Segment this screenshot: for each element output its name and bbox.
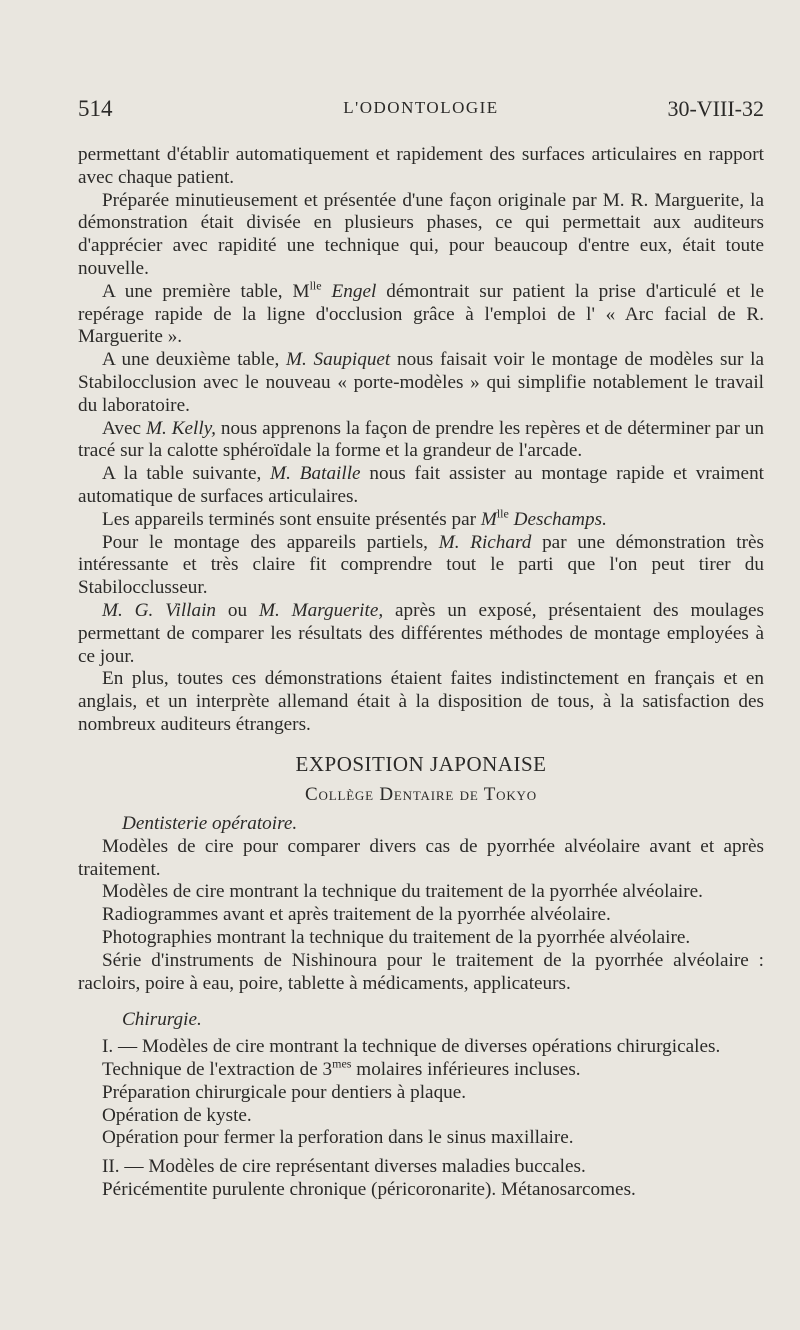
- list-item: Technique de l'extraction de $3^{mes}$ molaires inférieures incluses.: [102, 1056, 581, 1081]
- list-item: II. — Modèles de cire représentant diverses maladies buccales.: [102, 1156, 586, 1178]
- paragraph: En plus, toutes ces démonstrations étaient faites indistinctement en français et en anglais, et un interprète allemand était à la disposition de tous, à la satisfaction des nombreux auditeurs étrangers.: [78, 668, 764, 735]
- section-subtitle: Collège Dentaire de Tokyo: [305, 783, 537, 805]
- list-item: Péricémentite purulente chronique (péricoronarite). Métanosarcomes.: [102, 1179, 636, 1201]
- paragraph: Les appareils terminés sont ensuite présentés par $M^{lle}$ Deschamps.: [102, 506, 607, 530]
- list-item: Modèles de cire pour comparer divers cas de pyorrhée alvéolaire avant et après traitement.: [78, 835, 764, 880]
- list-item: Radiogrammes avant et après traitement de la pyorrhée alvéolaire.: [102, 904, 611, 926]
- paragraph: Pour le montage des appareils partiels, M. Richard par une démonstration très intéressante et très claire fit comprendre tout le parti que l'on peut tirer du Stabilocclusseur.: [78, 531, 764, 599]
- paragraph: Avec M. Kelly, nous apprenons la façon de prendre les repères et de déterminer par un tracé sur la calotte sphéroïdale la forme et la grandeur de l'arcade.: [78, 417, 765, 462]
- list-item: Série d'instruments de Nishinoura pour le traitement de la pyorrhée alvéolaire : racloirs, poire à eau, poire, tablette à médicaments, applicateurs.: [78, 949, 764, 994]
- paragraph: A une deuxième table, M. Saupiquet nous faisait voir le montage de modèles sur la Stabilocclusion avec le nouveau « porte-modèles » qui simplifie notablement le travail du laboratoire.: [78, 349, 764, 416]
- paragraph: A une première table, $M^{lle}$ Engel démontrait sur patient la prise d'articulé et le repérage rapide de la ligne d'occlusion grâce à l'emploi de l' « Arc facial de R. Marguerite ».: [78, 278, 765, 348]
- subsection-heading-chirurgie: Chirurgie.: [122, 1009, 202, 1031]
- list-item: Modèles de cire montrant la technique du traitement de la pyorrhée alvéolaire.: [102, 881, 703, 903]
- page-number: 514: [78, 96, 113, 121]
- journal-title: L'ODONTOLOGIE: [343, 98, 499, 117]
- list-item: Opération pour fermer la perforation dans le sinus maxillaire.: [102, 1127, 574, 1149]
- subsection-heading-dentisterie: Dentisterie opératoire.: [122, 812, 298, 834]
- section-title: EXPOSITION JAPONAISE: [295, 751, 547, 776]
- paragraph: permettant d'établir automatiquement et rapidement des surfaces articulaires en rapport avec chaque patient.: [78, 144, 764, 188]
- list-item: Photographies montrant la technique du traitement de la pyorrhée alvéolaire.: [102, 926, 691, 948]
- paragraph: A la table suivante, M. Bataille nous fait assister au montage rapide et vraiment automatique de surfaces articulaires.: [78, 463, 764, 507]
- list-item: Opération de kyste.: [102, 1104, 252, 1126]
- paragraph: M. G. Villain ou M. Marguerite, après un exposé, présentaient des moulages permettant de comparer les résultats des différentes méthodes de montage employées à ce jour.: [78, 599, 765, 667]
- list-item: Préparation chirurgicale pour dentiers à plaque.: [102, 1081, 467, 1103]
- paragraph: Préparée minutieusement et présentée d'une façon originale par M. R. Marguerite, la démonstration était divisée en plusieurs phases, ce qui permettait aux auditeurs d'apprécier avec rapidité une technique qui, pour beaucoup d'entre eux, était toute nouvelle.: [78, 189, 764, 279]
- list-item: I. — Modèles de cire montrant la technique de diverses opérations chirurgicales.: [102, 1036, 721, 1058]
- issue-date: 30-VIII-32: [667, 96, 764, 121]
- article-body: [78, 144, 764, 1202]
- running-header: [78, 96, 764, 126]
